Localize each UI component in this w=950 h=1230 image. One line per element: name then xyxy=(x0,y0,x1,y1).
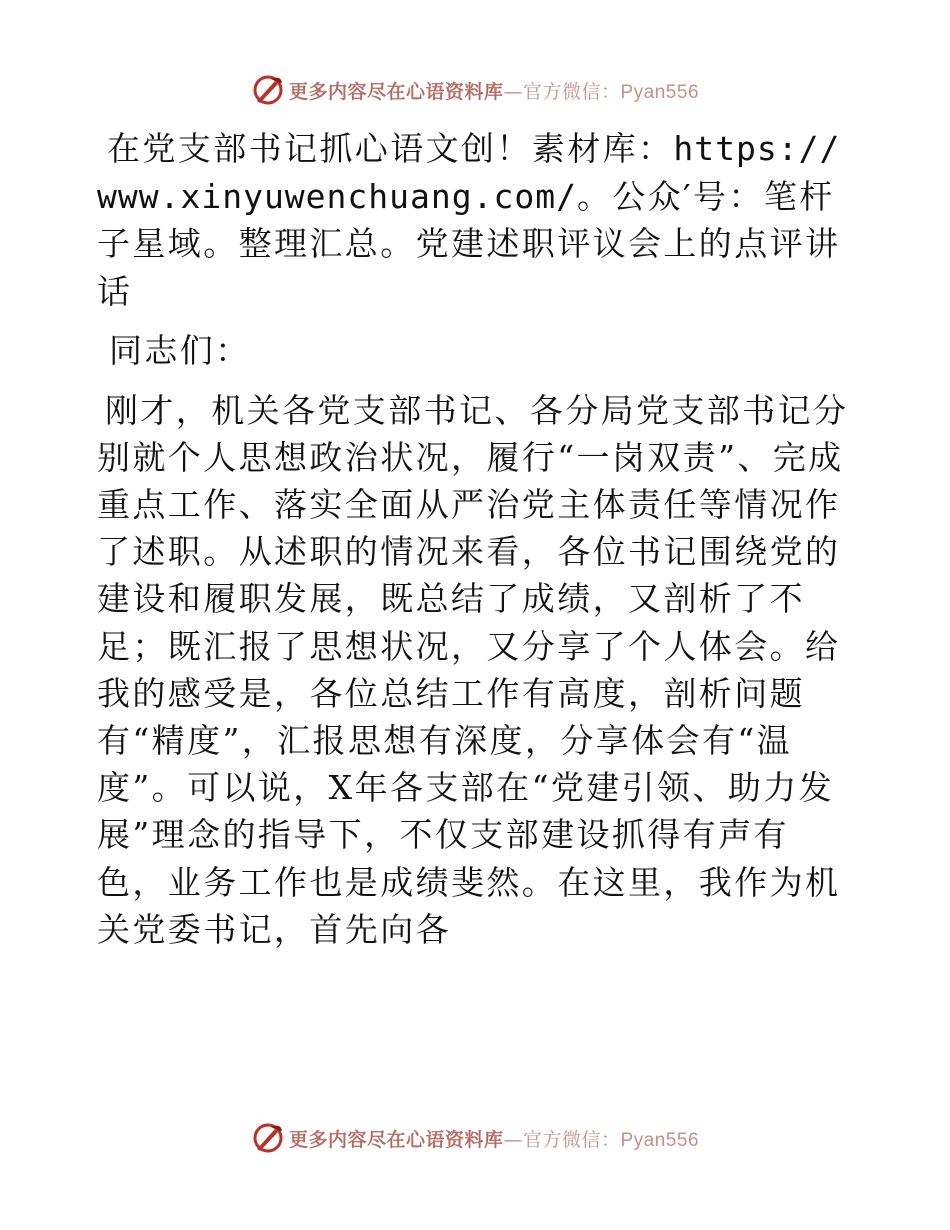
banner-dash: — xyxy=(503,1128,523,1151)
banner-site-text: 更多内容尽在心语资料库 xyxy=(288,1128,504,1151)
banner-text xyxy=(289,1125,699,1152)
quill-logo-icon xyxy=(251,1121,285,1155)
intro-text: 在党支部书记抓心语文创！素材库： xyxy=(107,129,674,168)
document-body xyxy=(97,125,857,953)
header-banner xyxy=(0,70,950,110)
intro-url-link: https://www.xinyuwenchuang.com/ xyxy=(97,129,841,216)
banner-official: 官方微信： xyxy=(522,1128,621,1151)
greeting: 同志们： xyxy=(109,331,251,370)
banner-dash: — xyxy=(503,80,523,103)
banner-wechat-id: Pyan556 xyxy=(620,1129,700,1151)
intro-paragraph xyxy=(97,125,857,315)
footer-banner xyxy=(0,1118,950,1158)
banner-site-text: 更多内容尽在心语资料库 xyxy=(288,80,504,103)
intro-text-tail: 。公众′号：笔杆子星域。整理汇总。党建述职评议会上的点评讲话 xyxy=(97,176,841,311)
banner-wechat-id: Pyan556 xyxy=(620,81,700,103)
body-paragraph: 刚才，机关各党支部书记、各分局党支部书记分别就个人思想政治状况，履行“一岗双责”、完成重点工作、落实全面从严治党主体责任等情况作了述职。从述职的情况来看，各位书记围绕党的建设和履职发展，既总结了成绩，又剖析了不足；既汇报了思想状况，又分享了个人体会。给我的感受是，各位总结工作有高度，剖析问题有“精度”，汇报思想有深度，分享体会有“温度”。可以说，X年各支部在“党建引领、助力发展”理念的指导下，不仅支部建设抓得有声有色，业务工作也是成绩斐然。在这里，我作为机关党委书记，首先向各 xyxy=(97,390,849,949)
banner-official: 官方微信： xyxy=(522,80,621,103)
quill-logo-icon xyxy=(251,73,285,107)
banner-text xyxy=(289,77,699,104)
